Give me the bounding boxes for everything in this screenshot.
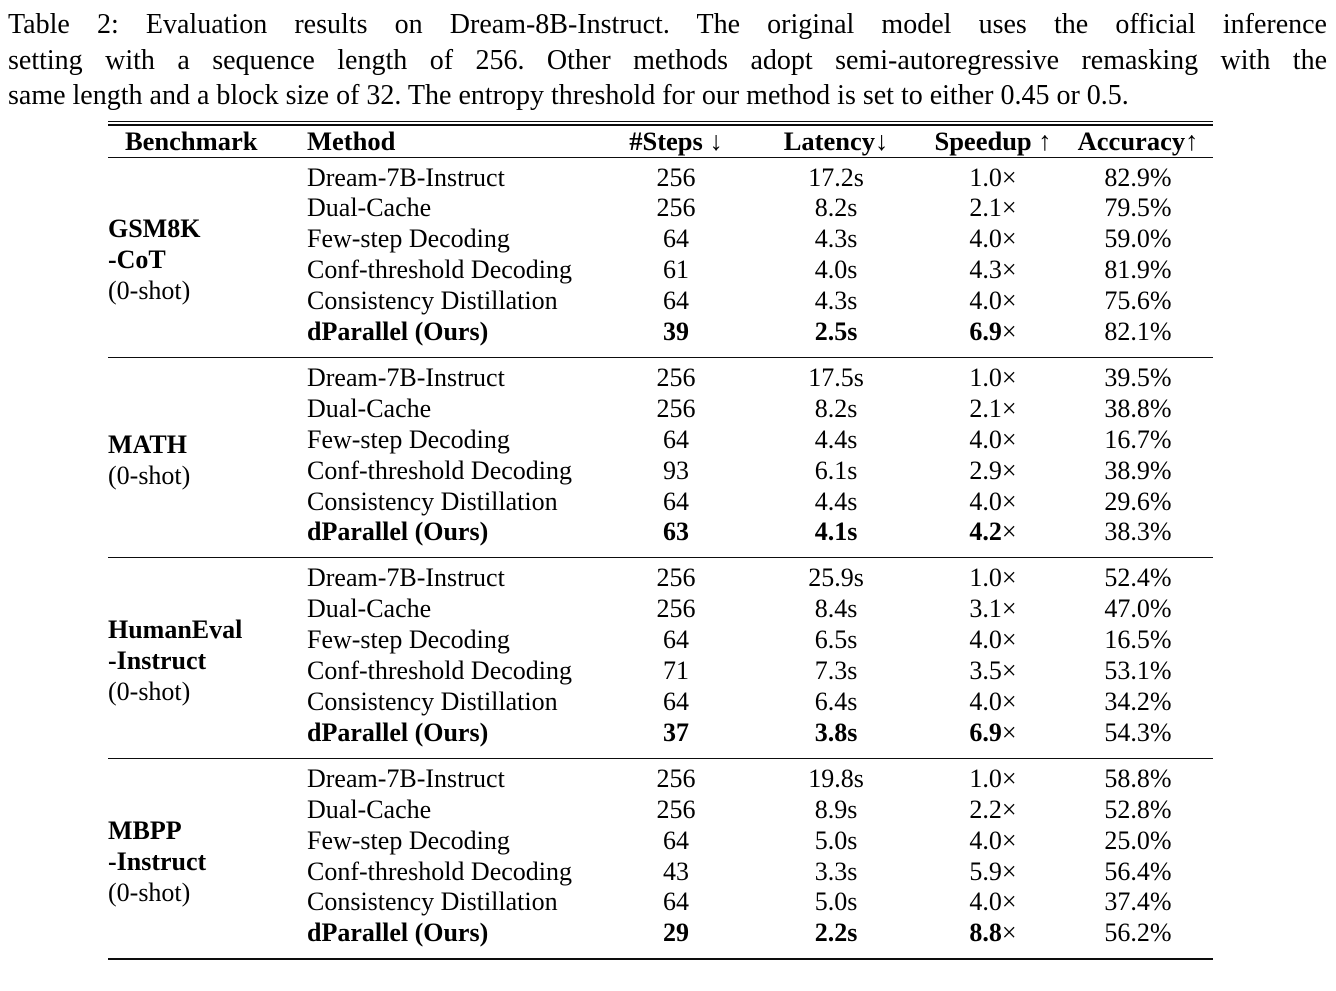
col-header-speedup: Speedup ↑ (923, 126, 1063, 158)
method-cell: Conf-threshold Decoding (307, 455, 573, 485)
steps-cell: 256 (656, 794, 696, 824)
latency-cell: 3.3s (814, 856, 858, 886)
latency-cell: 19.8s (749, 758, 923, 794)
benchmark-setting: (0-shot) (108, 276, 191, 306)
table-bottom-rule (108, 958, 1213, 960)
speedup-cell (923, 193, 1063, 224)
speedup-value: 8.8 (969, 918, 1002, 948)
table-container (108, 121, 1213, 961)
benchmark-name: -Instruct (108, 846, 207, 876)
steps-cell: 63 (663, 517, 689, 547)
speedup-value: 6.9 (969, 317, 1002, 347)
speedup-value: 4.2 (969, 517, 1002, 547)
benchmark-block (108, 758, 1213, 958)
times-symbol: × (1001, 362, 1017, 392)
speedup-value: 4.0 (969, 687, 1002, 716)
accuracy-cell: 56.4% (1104, 856, 1172, 886)
accuracy-cell: 59.0% (1104, 224, 1172, 254)
latency-cell: 8.2s (814, 393, 858, 423)
steps-cell: 256 (656, 393, 696, 423)
speedup-value: 3.1 (969, 594, 1002, 624)
speedup-value: 1.0 (969, 763, 1002, 793)
benchmark-name: HumanEval (108, 615, 243, 645)
caption-line: same length and a block size of 32. The entropy threshold for our method is set to either 0.45 or 0.5. (8, 80, 1129, 111)
accuracy-cell: 52.8% (1104, 794, 1172, 824)
latency-cell: 6.1s (814, 455, 858, 485)
speedup-value: 4.0 (969, 286, 1002, 316)
benchmark-setting: (0-shot) (108, 461, 191, 491)
speedup-cell (923, 425, 1063, 456)
speedup-value: 4.0 (969, 825, 1002, 855)
method-cell: Dual-Cache (307, 794, 432, 824)
method-cell: Few-step Decoding (307, 224, 510, 254)
accuracy-cell: 34.2% (1104, 687, 1172, 716)
table-row (108, 758, 1213, 794)
steps-cell: 256 (656, 193, 696, 223)
latency-cell: 6.5s (814, 625, 858, 655)
latency-cell: 17.2s (749, 157, 923, 193)
table-caption (8, 7, 1327, 114)
benchmark-name: MBPP (108, 815, 182, 845)
times-symbol: × (1001, 563, 1017, 593)
speedup-value: 6.9 (969, 717, 1002, 747)
latency-cell: 8.9s (814, 794, 858, 824)
method-cell: Consistency Distillation (307, 687, 558, 716)
speedup-cell (923, 255, 1063, 286)
accuracy-cell: 38.3% (1104, 517, 1172, 547)
header-row (108, 126, 1213, 158)
accuracy-cell: 38.8% (1104, 393, 1172, 423)
latency-cell: 6.4s (814, 687, 858, 716)
col-header-method: Method (307, 126, 603, 158)
times-symbol: × (1001, 517, 1017, 547)
steps-cell: 64 (663, 486, 689, 516)
speedup-cell (923, 887, 1063, 918)
table-row (108, 558, 1213, 594)
latency-cell: 25.9s (749, 558, 923, 594)
times-symbol: × (1001, 224, 1017, 254)
steps-cell: 39 (663, 317, 689, 347)
method-cell: dParallel (Ours) (307, 717, 489, 747)
times-symbol: × (1001, 825, 1017, 855)
speedup-value: 2.1 (969, 193, 1002, 223)
benchmark-name: MATH (108, 430, 187, 460)
accuracy-cell: 82.9% (1063, 157, 1213, 193)
accuracy-cell: 81.9% (1104, 255, 1172, 285)
speedup-cell (923, 594, 1063, 625)
accuracy-cell: 82.1% (1104, 317, 1172, 347)
speedup-cell (923, 317, 1063, 357)
speedup-value: 5.9 (969, 856, 1002, 886)
steps-cell: 64 (663, 286, 689, 316)
col-header-latency: Latency↓ (749, 126, 923, 158)
method-cell: Consistency Distillation (307, 887, 558, 917)
benchmark-setting: (0-shot) (108, 677, 191, 707)
col-header-steps: #Steps ↓ (603, 126, 749, 158)
latency-cell: 4.0s (814, 255, 858, 285)
latency-cell: 4.4s (814, 424, 858, 454)
latency-cell: 2.2s (814, 918, 858, 948)
table-row (108, 357, 1213, 393)
col-header-accuracy: Accuracy↑ (1063, 126, 1213, 158)
steps-cell: 61 (663, 255, 689, 285)
benchmark-name: -Instruct (108, 646, 207, 676)
speedup-cell (923, 456, 1063, 487)
speedup-cell (923, 157, 1063, 193)
method-cell: Dream-7B-Instruct (307, 357, 603, 393)
method-cell: Consistency Distillation (307, 286, 558, 316)
speedup-cell (923, 286, 1063, 317)
latency-cell: 17.5s (749, 357, 923, 393)
method-cell: dParallel (Ours) (307, 317, 489, 347)
accuracy-cell: 25.0% (1104, 825, 1172, 855)
accuracy-cell: 52.4% (1063, 558, 1213, 594)
method-cell: Conf-threshold Decoding (307, 255, 573, 285)
accuracy-cell: 16.5% (1104, 625, 1172, 655)
benchmark-setting: (0-shot) (108, 877, 191, 907)
col-header-benchmark: Benchmark (108, 126, 307, 158)
latency-cell: 3.8s (814, 717, 858, 747)
steps-cell: 64 (663, 825, 689, 855)
steps-cell: 256 (603, 558, 749, 594)
speedup-value: 1.0 (969, 563, 1002, 593)
method-cell: Few-step Decoding (307, 424, 510, 454)
speedup-cell (923, 558, 1063, 594)
latency-cell: 8.2s (814, 193, 858, 223)
steps-cell: 71 (663, 656, 689, 686)
benchmark-cell (108, 758, 307, 958)
table-row (108, 157, 1213, 193)
benchmark-cell (108, 357, 307, 557)
latency-cell: 5.0s (814, 825, 858, 855)
times-symbol: × (1001, 486, 1017, 516)
accuracy-cell: 56.2% (1104, 918, 1172, 948)
speedup-value: 1.0 (969, 362, 1002, 392)
accuracy-cell: 54.3% (1104, 717, 1172, 747)
speedup-cell (923, 687, 1063, 718)
accuracy-cell: 53.1% (1104, 656, 1172, 686)
method-cell: Consistency Distillation (307, 486, 558, 516)
benchmark-block (108, 157, 1213, 357)
accuracy-cell: 16.7% (1104, 424, 1172, 454)
latency-cell: 8.4s (814, 594, 858, 624)
steps-cell: 64 (663, 224, 689, 254)
results-table (108, 126, 1213, 959)
caption-line: Table 2: Evaluation results on Dream-8B-Instruct. The original model uses the official inference (8, 9, 1327, 40)
times-symbol: × (1001, 455, 1017, 485)
method-cell: Conf-threshold Decoding (307, 856, 573, 886)
method-cell: Few-step Decoding (307, 825, 510, 855)
times-symbol: × (1001, 687, 1017, 716)
latency-cell: 4.3s (814, 224, 858, 254)
times-symbol: × (1001, 393, 1017, 423)
times-symbol: × (1001, 594, 1017, 624)
benchmark-name: GSM8K (108, 214, 201, 244)
method-cell: Dream-7B-Instruct (307, 157, 603, 193)
speedup-value: 4.0 (969, 224, 1002, 254)
method-cell: dParallel (Ours) (307, 918, 489, 948)
method-cell: Few-step Decoding (307, 625, 510, 655)
accuracy-cell: 58.8% (1063, 758, 1213, 794)
method-cell: dParallel (Ours) (307, 517, 489, 547)
method-cell: Dual-Cache (307, 193, 432, 223)
times-symbol: × (1001, 193, 1017, 223)
accuracy-cell: 29.6% (1104, 486, 1172, 516)
speedup-cell (923, 918, 1063, 958)
speedup-value: 2.2 (969, 794, 1002, 824)
speedup-value: 4.0 (969, 625, 1002, 655)
times-symbol: × (1001, 625, 1017, 655)
speedup-cell (923, 357, 1063, 393)
times-symbol: × (1001, 794, 1017, 824)
steps-cell: 29 (663, 918, 689, 948)
speedup-cell (923, 656, 1063, 687)
caption-line: setting with a sequence length of 256. Other methods adopt semi-autoregressive remasking with the (8, 44, 1327, 76)
latency-cell: 7.3s (814, 656, 858, 686)
benchmark-cell (108, 157, 307, 357)
accuracy-cell: 37.4% (1104, 887, 1172, 917)
method-cell: Dual-Cache (307, 393, 432, 423)
steps-cell: 43 (663, 856, 689, 886)
times-symbol: × (1001, 424, 1017, 454)
times-symbol: × (1001, 317, 1017, 347)
latency-cell: 5.0s (814, 887, 858, 917)
method-cell: Dream-7B-Instruct (307, 758, 603, 794)
steps-cell: 64 (663, 625, 689, 655)
speedup-value: 2.9 (969, 455, 1002, 485)
steps-cell: 64 (663, 424, 689, 454)
steps-cell: 37 (663, 717, 689, 747)
steps-cell: 256 (603, 357, 749, 393)
accuracy-cell: 75.6% (1104, 286, 1172, 316)
speedup-value: 4.0 (969, 887, 1002, 917)
speedup-cell (923, 795, 1063, 826)
speedup-cell (923, 224, 1063, 255)
times-symbol: × (1001, 717, 1017, 747)
speedup-value: 2.1 (969, 393, 1002, 423)
accuracy-cell: 39.5% (1063, 357, 1213, 393)
times-symbol: × (1001, 887, 1017, 917)
steps-cell: 64 (663, 687, 689, 716)
latency-cell: 4.1s (814, 517, 858, 547)
times-symbol: × (1001, 763, 1017, 793)
speedup-cell (923, 487, 1063, 518)
speedup-value: 3.5 (969, 656, 1002, 686)
times-symbol: × (1001, 255, 1017, 285)
times-symbol: × (1001, 286, 1017, 316)
speedup-cell (923, 394, 1063, 425)
latency-cell: 4.3s (814, 286, 858, 316)
accuracy-cell: 38.9% (1104, 455, 1172, 485)
times-symbol: × (1001, 656, 1017, 686)
times-symbol: × (1001, 856, 1017, 886)
steps-cell: 93 (663, 455, 689, 485)
accuracy-cell: 47.0% (1104, 594, 1172, 624)
speedup-cell (923, 625, 1063, 656)
method-cell: Dream-7B-Instruct (307, 558, 603, 594)
latency-cell: 4.4s (814, 486, 858, 516)
benchmark-name: -CoT (108, 245, 166, 275)
benchmark-block (108, 558, 1213, 758)
speedup-cell (923, 857, 1063, 888)
speedup-cell (923, 826, 1063, 857)
speedup-cell (923, 758, 1063, 794)
speedup-value: 4.0 (969, 424, 1002, 454)
steps-cell: 64 (663, 887, 689, 917)
speedup-cell (923, 718, 1063, 758)
table-header (108, 126, 1213, 158)
method-cell: Conf-threshold Decoding (307, 656, 573, 686)
speedup-cell (923, 517, 1063, 557)
times-symbol: × (1001, 162, 1017, 192)
steps-cell: 256 (603, 758, 749, 794)
benchmark-cell (108, 558, 307, 758)
speedup-value: 4.0 (969, 486, 1002, 516)
times-symbol: × (1001, 918, 1017, 948)
steps-cell: 256 (656, 594, 696, 624)
method-cell: Dual-Cache (307, 594, 432, 624)
accuracy-cell: 79.5% (1104, 193, 1172, 223)
speedup-value: 1.0 (969, 162, 1002, 192)
benchmark-block (108, 357, 1213, 557)
steps-cell: 256 (603, 157, 749, 193)
speedup-value: 4.3 (969, 255, 1002, 285)
latency-cell: 2.5s (814, 317, 858, 347)
